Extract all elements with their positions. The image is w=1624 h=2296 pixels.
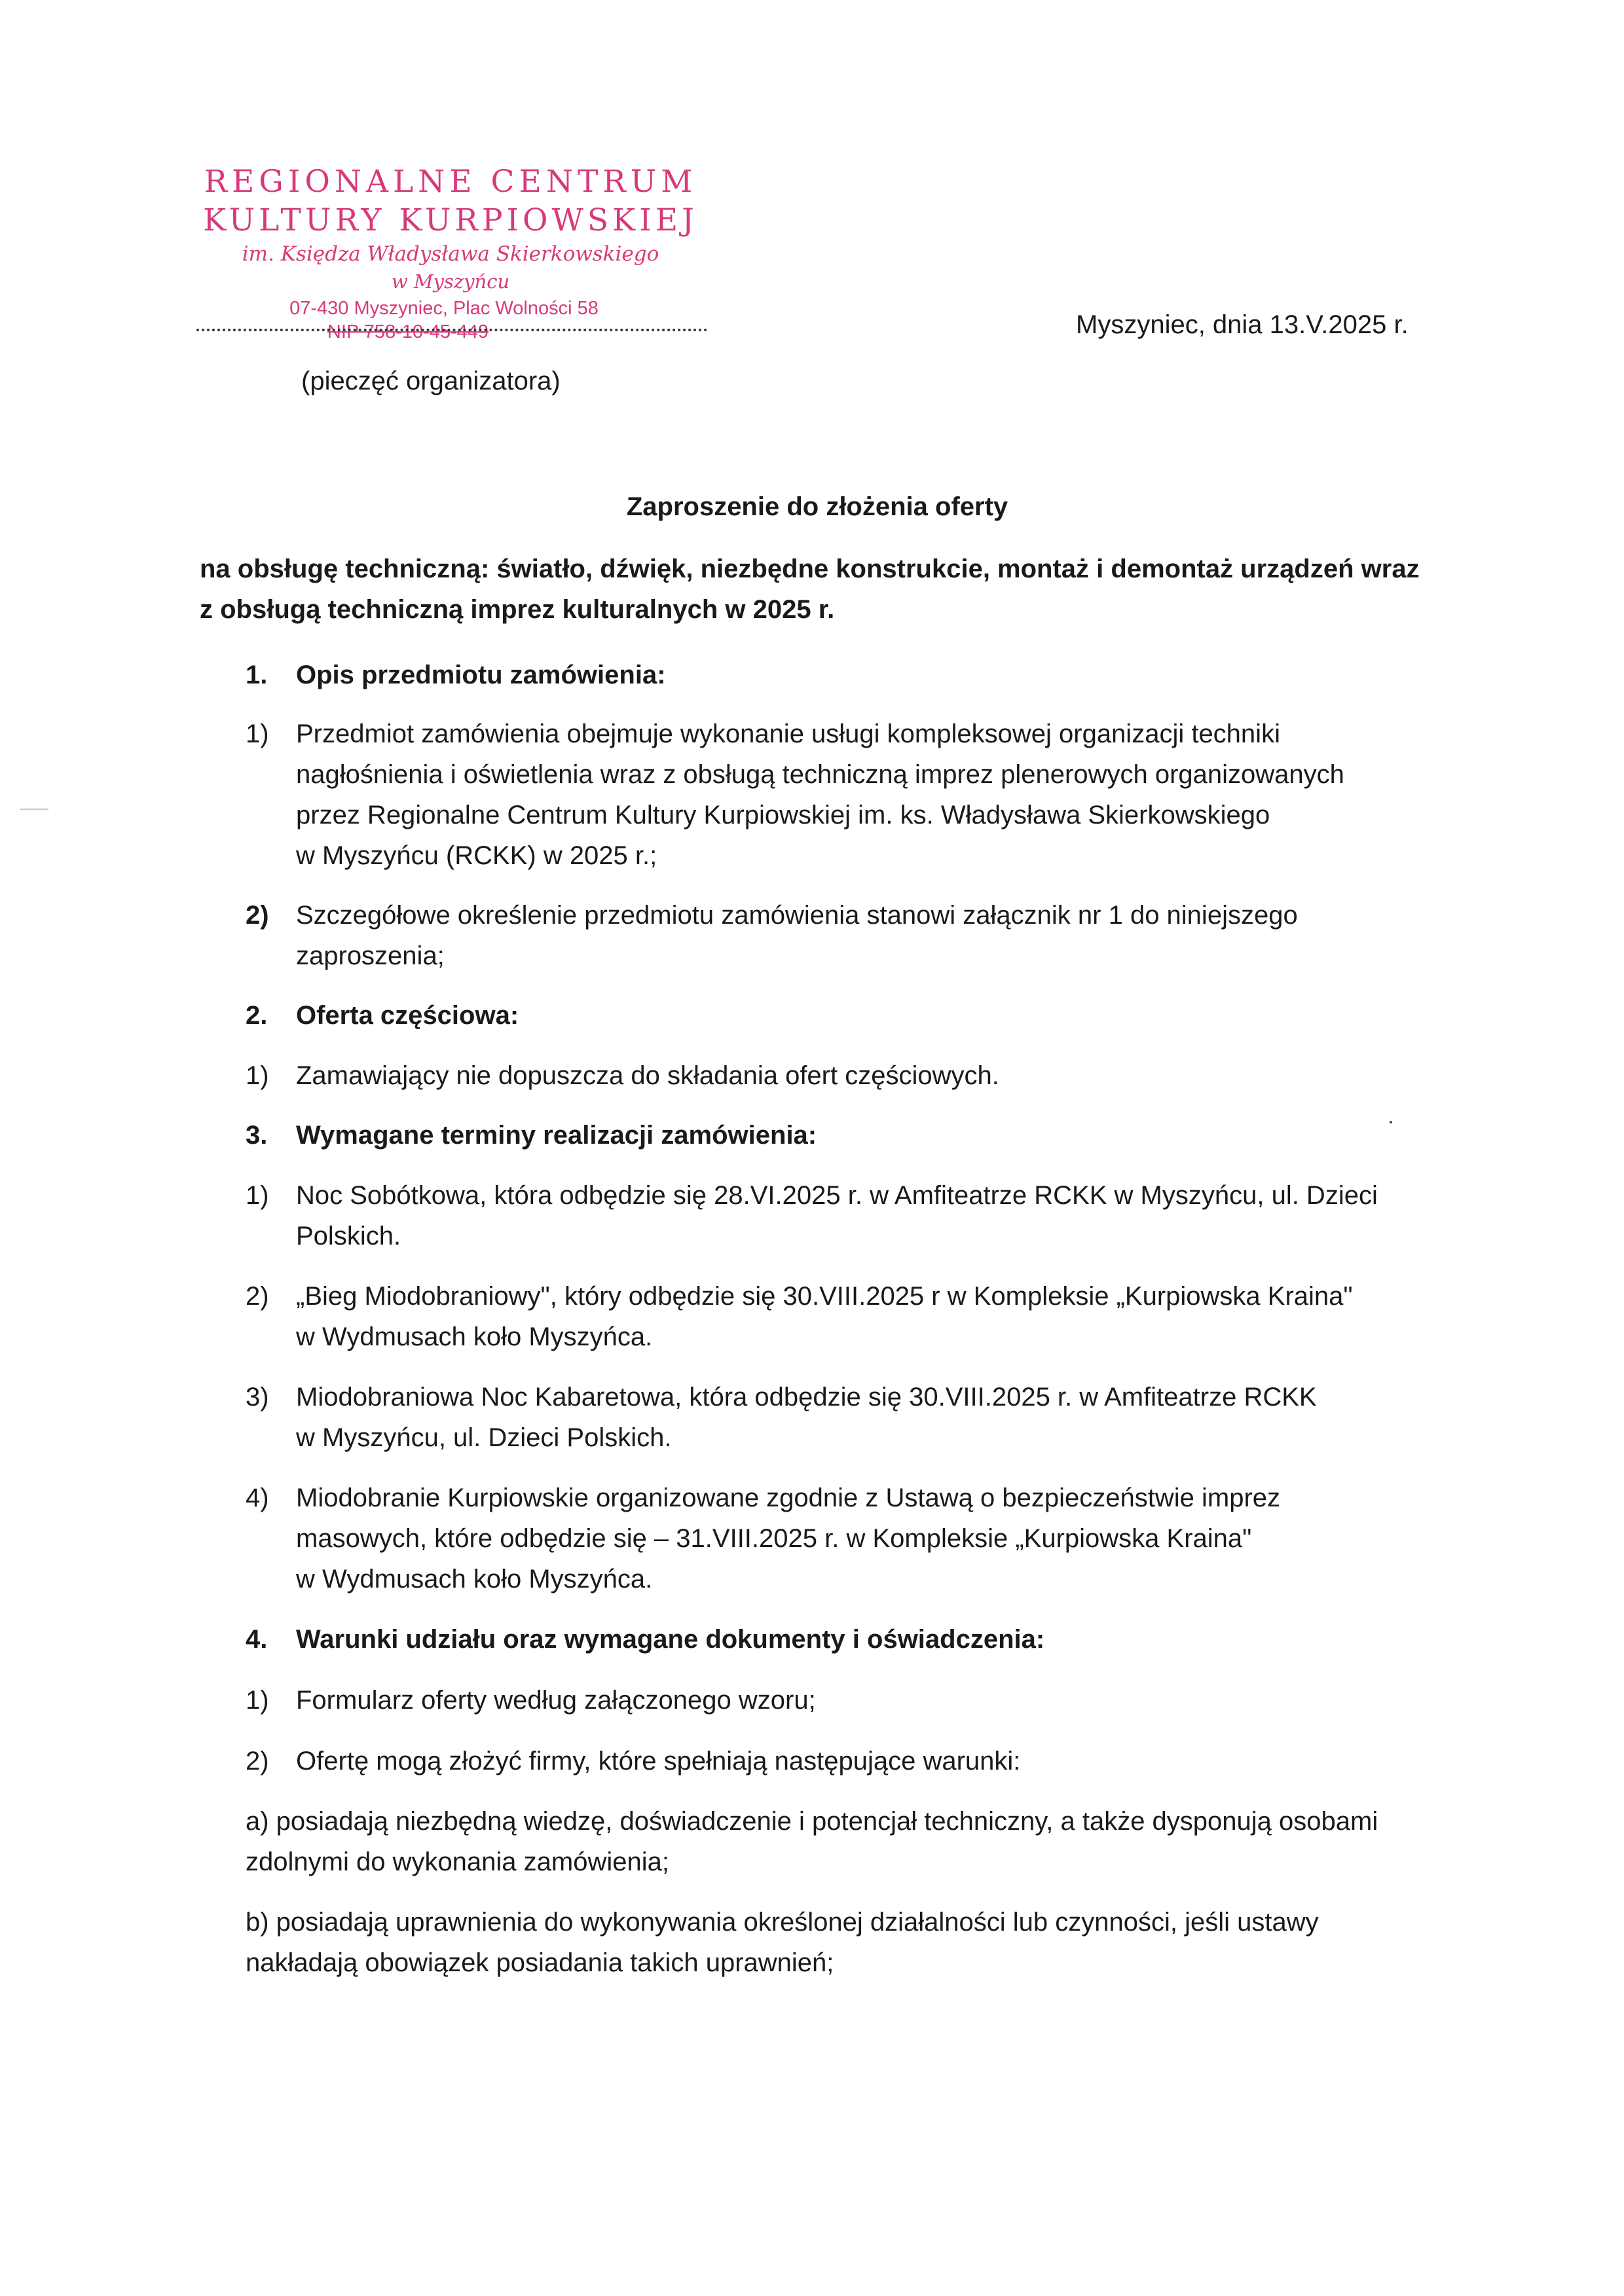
item-line: Miodobraniowa Noc Kabaretowa, która odbędzie się 30.VIII.2025 r. w Amfiteatrze RCKK xyxy=(296,1383,1317,1412)
item-line: nakładają obowiązek posiadania takich uprawnień; xyxy=(246,1948,834,1977)
list-item xyxy=(296,1680,1442,1721)
stamp-line-6: NIP 758-10-45-449 xyxy=(327,321,489,342)
stamp-line-2: KULTURY KURPIOWSKIEJ xyxy=(203,202,698,238)
item-line: Szczegółowe określenie przedmiotu zamówienia stanowi załącznik nr 1 do niniejszego xyxy=(296,901,1298,930)
section-number: 1. xyxy=(246,661,268,689)
section-heading: Wymagane terminy realizacji zamówienia: xyxy=(296,1121,817,1150)
item-number: 1) xyxy=(246,1061,269,1090)
item-line: Noc Sobótkowa, która odbędzie się 28.VI.2025 r. w Amfiteatrze RCKK w Myszyńcu, ul. Dzieci xyxy=(296,1181,1378,1210)
section-heading: Oferta częściowa: xyxy=(296,1001,519,1030)
subtitle-line: na obsługę techniczną: światło, dźwięk, niezbędne konstrukcie, montaż i demontaż urządzeń wraz xyxy=(200,555,1420,583)
item-line: w Wydmusach koło Myszyńca. xyxy=(296,1565,653,1594)
item-line: w Myszyńcu, ul. Dzieci Polskich. xyxy=(296,1423,672,1452)
lettered-item xyxy=(246,1801,1444,1882)
item-line: Polskich. xyxy=(296,1222,401,1250)
subtitle-line: z obsługą techniczną imprez kulturalnych w 2025 r. xyxy=(200,595,835,624)
item-line: Miodobranie Kurpiowskie organizowane zgodnie z Ustawą o bezpieczeństwie imprez xyxy=(296,1484,1281,1512)
list-item xyxy=(296,1478,1442,1599)
item-number: 2) xyxy=(246,1282,269,1311)
item-number: 4) xyxy=(246,1484,269,1512)
item-number: 2) xyxy=(246,901,269,930)
item-line: przez Regionalne Centrum Kultury Kurpiowskiej im. ks. Władysława Skierkowskiego xyxy=(296,801,1270,829)
section-number: 4. xyxy=(246,1625,268,1654)
signature-dotted-line xyxy=(196,314,707,331)
item-line: Ofertę mogą złożyć firmy, które spełniają następujące warunki: xyxy=(296,1747,1021,1776)
list-item xyxy=(296,1741,1442,1781)
list-item xyxy=(296,1175,1442,1256)
item-number: 1) xyxy=(246,720,269,748)
item-line: Formularz oferty według załączonego wzoru; xyxy=(296,1686,816,1715)
item-line: nagłośnienia i oświetlenia wraz z obsługą techniczną imprez plenerowych organizowanych xyxy=(296,760,1344,789)
item-line: zdolnymi do wykonania zamówienia; xyxy=(246,1848,669,1876)
stray-mark xyxy=(1390,1121,1392,1123)
item-number: 1) xyxy=(246,1686,269,1715)
list-item xyxy=(296,895,1442,976)
stamp-line-3: im. Księdza Władysława Skierkowskiego xyxy=(242,242,659,266)
stamp-line-1: REGIONALNE CENTRUM xyxy=(204,164,697,200)
item-number: 2) xyxy=(246,1747,269,1776)
item-line: masowych, które odbędzie się – 31.VIII.2025 r. w Kompleksie „Kurpiowska Kraina" xyxy=(296,1524,1252,1553)
document-date: Myszyniec, dnia 13.V.2025 r. xyxy=(1076,310,1409,339)
stamp-line-5: 07-430 Myszyniec, Plac Wolności 58 xyxy=(289,298,599,319)
item-number: 3) xyxy=(246,1383,269,1412)
lettered-item xyxy=(246,1902,1444,1983)
item-line: w Wydmusach koło Myszyńca. xyxy=(296,1322,653,1351)
item-line: b) posiadają uprawnienia do wykonywania określonej działalności lub czynności, jeśli ustawy xyxy=(246,1908,1319,1937)
item-line: „Bieg Miodobraniowy", który odbędzie się 30.VIII.2025 r w Kompleksie „Kurpiowska Kraina" xyxy=(296,1282,1353,1311)
document-subtitle xyxy=(200,549,1444,630)
item-line: Zamawiający nie dopuszcza do składania ofert częściowych. xyxy=(296,1061,999,1090)
section-heading: Opis przedmiotu zamówienia: xyxy=(296,661,666,689)
list-item xyxy=(296,1276,1442,1357)
list-item xyxy=(296,1377,1442,1458)
seal-caption: (pieczęć organizatora) xyxy=(301,367,561,395)
item-line: w Myszyńcu (RCKK) w 2025 r.; xyxy=(296,841,657,870)
document-title: Zaproszenie do złożenia oferty xyxy=(626,492,1008,521)
margin-mark xyxy=(20,809,48,810)
section-number: 2. xyxy=(246,1001,268,1030)
list-item xyxy=(296,714,1442,876)
item-line: a) posiadają niezbędną wiedzę, doświadczenie i potencjał techniczny, a także dysponują osobami xyxy=(246,1807,1378,1836)
section-number: 3. xyxy=(246,1121,268,1150)
stamp-line-4: w Myszyńcu xyxy=(391,270,510,293)
item-line: zaproszenia; xyxy=(296,941,445,970)
item-number: 1) xyxy=(246,1181,269,1210)
list-item xyxy=(296,1055,1442,1096)
section-heading: Warunki udziału oraz wymagane dokumenty i oświadczenia: xyxy=(296,1625,1045,1654)
item-line: Przedmiot zamówienia obejmuje wykonanie usługi kompleksowej organizacji techniki xyxy=(296,720,1280,748)
